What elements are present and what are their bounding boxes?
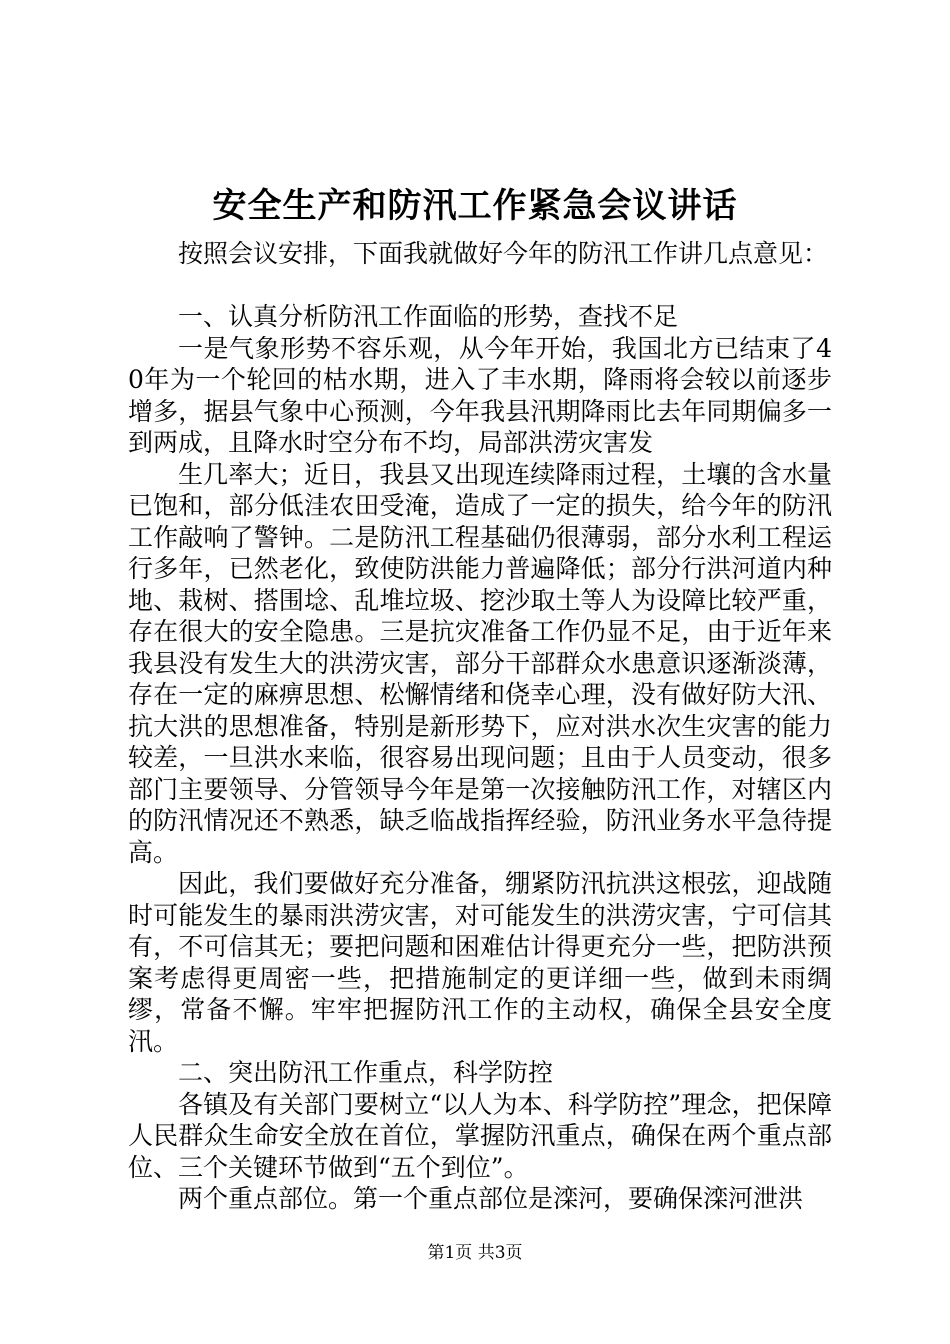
paragraph-intro: 按照会议安排，下面我就做好今年的防汛工作讲几点意见： xyxy=(178,239,829,268)
document-title: 安全生产和防汛工作紧急会议讲话 xyxy=(212,186,738,226)
paragraph-heading-1: 一、认真分析防汛工作面临的形势，查找不足 xyxy=(178,302,679,331)
paragraph-concept: 各镇及有关部门要树立“以人为本、科学防控”理念，把保障人民群众生命安全放在首位，掌握防汛重点，确保在两个重点部位、三个关键环节做到“五个到位”。 xyxy=(128,1089,832,1182)
paragraph-situation: 生几率大；近日，我县又出现连续降雨过程，土壤的含水量已饱和，部分低洼农田受淹，造成了一定的损失，给今年的防汛工作敲响了警钟。二是防汛工程基础仍很薄弱，部分水利工程运行多年，已然老化，致使防洪能力普遍降低；部分行洪河道内种地、栽树、搭围埝、乱堆垃圾、挖沙取土等人为设障比较严重，存在很大的安全隐患。三是抗灾准备工作仍显不足，由于近年来我县没有发生大的洪涝灾害，部分干部群众水患意识逐渐淡薄，存在一定的麻痹思想、松懈情绪和侥幸心理，没有做好防大汛、抗大洪的思想准备，特别是新形势下，应对洪水次生灾害的能力较差，一旦洪水来临，很容易出现问题；且由于人员变动，很多部门主要领导、分管领导今年是第一次接触防汛工作，对辖区内的防汛情况还不熟悉，缺乏临战指挥经验，防汛业务水平急待提高。 xyxy=(128,459,832,867)
paragraph-key-sites: 两个重点部位。第一个重点部位是滦河，要确保滦河泄洪 xyxy=(178,1184,804,1213)
page-footer: 第1页 共3页 xyxy=(427,1243,523,1263)
paragraph-weather: 一是气象形势不容乐观，从今年开始，我国北方已结束了40年为一个轮回的枯水期，进入了丰水期，降雨将会较以前逐步增多，据县气象中心预测，今年我县汛期降雨比去年同期偏多一到两成，且降水时空分布不均，局部洪涝灾害发 xyxy=(128,333,832,457)
paragraph-heading-2: 二、突出防汛工作重点，科学防控 xyxy=(178,1058,554,1087)
paragraph-preparation: 因此，我们要做好充分准备，绷紧防汛抗洪这根弦，迎战随时可能发生的暴雨洪涝灾害，对可能发生的洪涝灾害，宁可信其有，不可信其无；要把问题和困难估计得更充分一些，把防洪预案考虑得更周密一些，把措施制定的更详细一些，做到未雨绸缪，常备不懈。牢牢把握防汛工作的主动权，确保全县安全度汛。 xyxy=(128,869,832,1056)
document-body xyxy=(128,238,832,1215)
